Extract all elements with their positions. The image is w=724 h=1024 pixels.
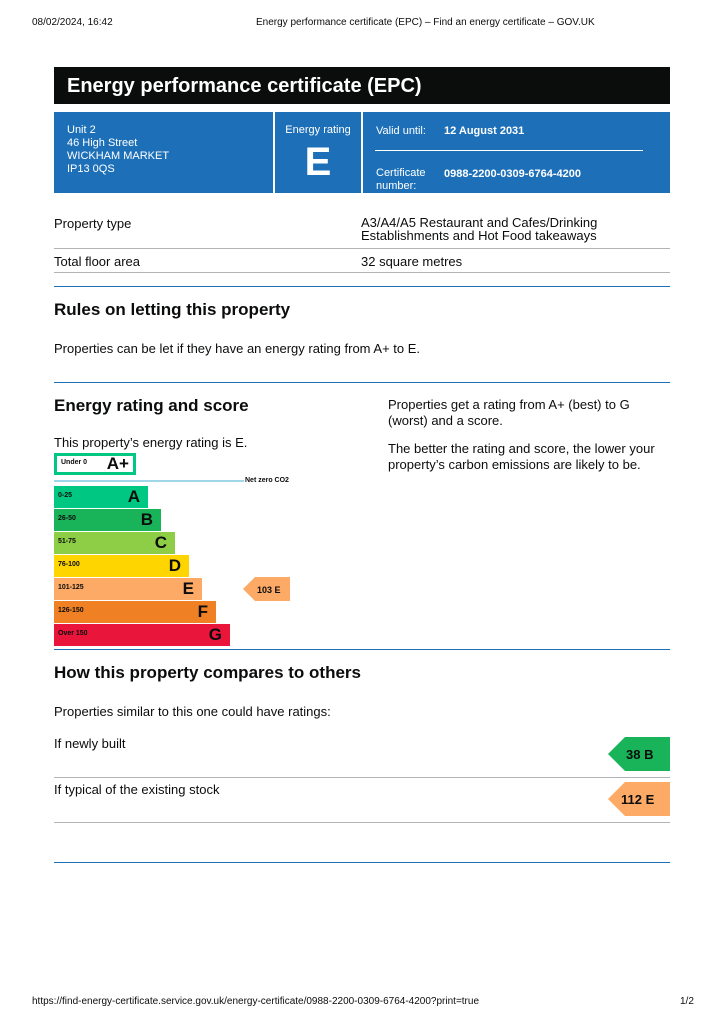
address-line1: Unit 2 — [67, 124, 96, 136]
rating-band-range: Under 0 — [61, 459, 88, 466]
energy-rating-intro: This property’s energy rating is E. — [54, 435, 248, 450]
rules-text: Properties can be let if they have an energy rating from A+ to E. — [54, 341, 421, 356]
existing-stock-rating-badge — [608, 782, 670, 816]
rating-band-letter: F — [197, 602, 208, 621]
divider — [54, 272, 670, 273]
certificate-label-line2: number: — [376, 180, 417, 192]
panel-divider — [361, 112, 363, 193]
divider — [54, 822, 670, 823]
divider — [54, 777, 670, 778]
property-type-line2: Establishments and Hot Food takeaways — [361, 228, 597, 243]
certificate-label-line1: Certificate — [376, 167, 426, 179]
net-zero-label: Net zero CO2 — [245, 477, 289, 484]
compare-row-label-newly-built: If newly built — [54, 736, 126, 751]
rating-band-d — [54, 555, 189, 577]
property-type-label: Property type — [54, 216, 132, 231]
energy-rating-heading: Energy rating and score — [54, 396, 249, 415]
compare-heading: How this property compares to others — [54, 663, 361, 682]
property-type-line1: A3/A4/A5 Restaurant and Cafes/Drinking — [361, 215, 598, 230]
rules-heading: Rules on letting this property — [54, 300, 291, 319]
rating-band-letter: C — [154, 533, 167, 552]
rating-band-f — [54, 601, 216, 623]
section-divider — [54, 649, 670, 650]
certificate-summary-panel — [54, 112, 670, 193]
rating-explainer-2 — [388, 441, 678, 473]
divider — [54, 248, 670, 249]
section-divider — [54, 382, 670, 383]
newly-built-badge-text: 38 B — [626, 747, 654, 762]
valid-until-label: Valid until: — [376, 125, 426, 137]
compare-row-label-existing-stock: If typical of the existing stock — [54, 782, 220, 797]
compare-intro: Properties similar to this one could have ratings: — [54, 704, 331, 719]
print-page-title: Energy performance certificate (EPC) – Find an energy certificate – GOV.UK — [256, 17, 595, 28]
address-line2: 46 High Street — [67, 137, 138, 149]
existing-stock-badge-text: 112 E — [621, 792, 655, 807]
rating-band-letter: A+ — [106, 454, 129, 473]
rating-band-range: 26-50 — [58, 515, 76, 522]
rating-explainer-2-line1: The better the rating and score, the lower your — [388, 441, 655, 456]
rating-band-range: 0-25 — [58, 492, 73, 499]
print-url: https://find-energy-certificate.service.gov.uk/energy-certificate/0988-2200-0309-6764-4200?print=true — [32, 996, 480, 1007]
valid-until-value: 12 August 2031 — [444, 125, 525, 137]
rating-band-range: 126-150 — [58, 607, 84, 614]
energy-rating-label: Energy rating — [285, 124, 351, 136]
print-datetime: 08/02/2024, 16:42 — [32, 17, 113, 28]
rating-band-c — [54, 532, 175, 554]
rating-band-e — [54, 578, 202, 600]
current-rating-arrow — [243, 577, 290, 601]
property-type-value — [361, 216, 661, 242]
rating-band-a-plus — [54, 453, 136, 475]
newly-built-rating-badge — [608, 737, 670, 771]
rating-band-letter: B — [140, 510, 153, 529]
net-zero-line — [54, 480, 244, 482]
rating-band-letter: E — [182, 579, 194, 598]
rating-band-g — [54, 624, 230, 646]
rating-explainer-1 — [388, 397, 678, 429]
energy-rating-value: E — [304, 140, 332, 184]
property-address — [67, 124, 169, 176]
section-divider — [54, 286, 670, 287]
rating-explainer-1-line2: (worst) and a score. — [388, 413, 503, 428]
rating-band-range: Over 150 — [58, 630, 88, 637]
rating-band-a — [54, 486, 148, 508]
rating-band-range: 76-100 — [58, 561, 80, 568]
floor-area-label: Total floor area — [54, 254, 140, 269]
rating-band-letter: A — [127, 487, 140, 506]
print-page-number: 1/2 — [680, 996, 694, 1007]
rating-explainer-2-line2: property’s carbon emissions are likely to be. — [388, 457, 641, 472]
floor-area-value: 32 square metres — [361, 254, 463, 269]
section-divider — [54, 862, 670, 863]
certificate-number-label — [376, 167, 426, 193]
page-title: Energy performance certificate (EPC) — [67, 75, 422, 97]
rating-band-range: 51-75 — [58, 538, 76, 545]
rating-explainer-1-line1: Properties get a rating from A+ (best) to G — [388, 397, 630, 412]
address-line3: WICKHAM MARKET — [67, 150, 170, 162]
title-bar — [54, 67, 670, 104]
rating-band-b — [54, 509, 161, 531]
address-postcode: IP13 0QS — [67, 163, 115, 175]
rating-band-letter: D — [168, 556, 181, 575]
rating-band-letter: G — [208, 625, 222, 644]
certificate-number-value: 0988-2200-0309-6764-4200 — [444, 168, 582, 180]
panel-separator — [375, 150, 643, 151]
current-rating-text: 103 E — [257, 585, 281, 595]
rating-band-range: 101-125 — [58, 584, 84, 591]
